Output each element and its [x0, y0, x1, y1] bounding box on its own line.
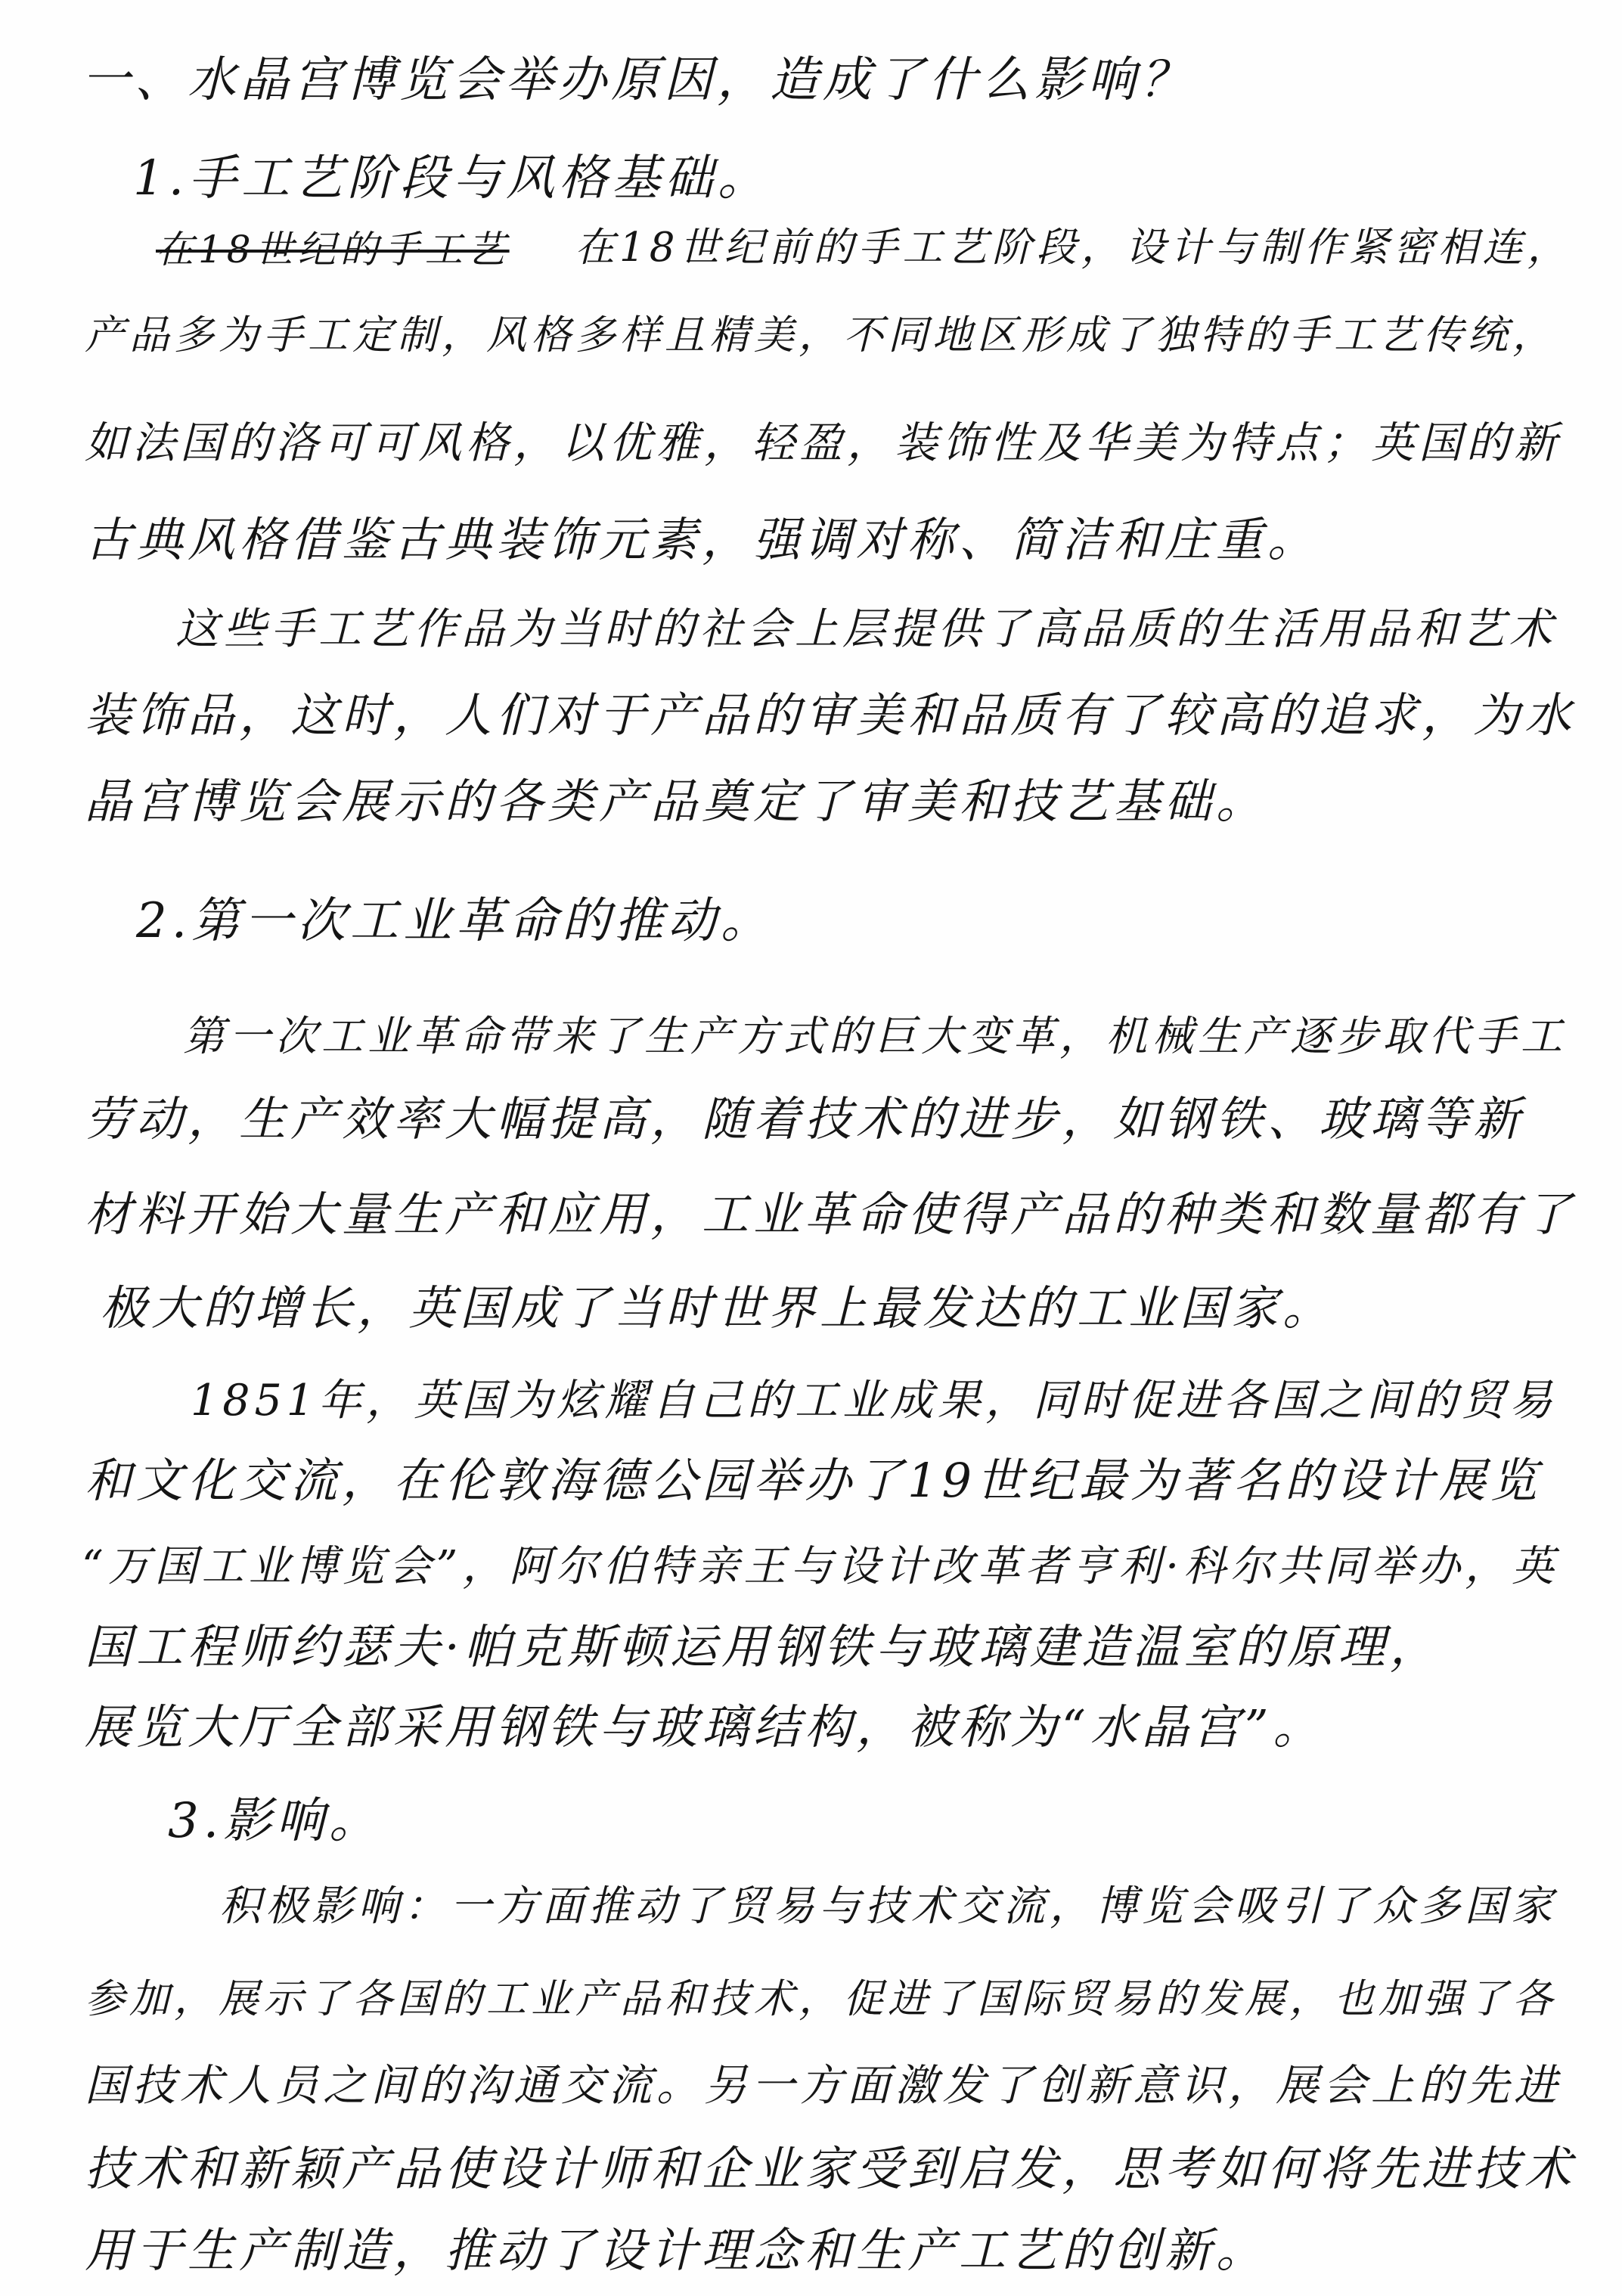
section3-line-1: 积极影响：一方面推动了贸易与技术交流，博览会吸引了众多国家	[219, 1882, 1558, 1930]
section2-line-8: 国工程师约瑟夫·帕克斯顿运用钢铁与玻璃建造温室的原理，	[85, 1619, 1441, 1674]
section1-line-1: 在18世纪前的手工艺阶段，设计与制作紧密相连，	[575, 225, 1572, 271]
section2-line-2: 劳动，生产效率大幅提高，随着技术的进步，如钢铁、玻璃等新	[85, 1091, 1525, 1146]
section2-line-7: “万国工业博览会”，阿尔伯特亲王与设计改革者亨利·科尔共同举办，英	[82, 1542, 1559, 1591]
section2-line-4: 极大的增长，英国成了当时世界上最发达的工业国家。	[100, 1280, 1335, 1336]
section1-line-5: 这些手工艺作品为当时的社会上层提供了高品质的生活用品和艺术	[175, 604, 1557, 654]
section3-heading: 3.影响。	[168, 1793, 383, 1849]
section1-line-6: 装饰品，这时，人们对于产品的审美和品质有了较高的追求，为水	[85, 687, 1577, 743]
section1-line-2: 产品多为手工定制，风格多样且精美，不同地区形成了独特的手工艺传统，	[85, 312, 1557, 358]
page-title: 一、水晶宫博览会举办原因，造成了什么影响？	[82, 52, 1193, 108]
section3-line-5: 用于生产制造，推动了设计理念和生产工艺的创新。	[85, 2223, 1268, 2278]
section1-line-3: 如法国的洛可可风格，以优雅，轻盈，装饰性及华美为特点；英国的新	[85, 418, 1562, 468]
section3-line-4: 技术和新颖产品使设计师和企业家受到启发，思考如何将先进技术	[85, 2141, 1577, 2196]
section2-line-6: 和文化交流，在伦敦海德公园举办了19世纪最为著名的设计展览	[85, 1453, 1542, 1508]
section2-line-3: 材料开始大量生产和应用，工业革命使得产品的种类和数量都有了	[85, 1187, 1577, 1242]
section2-line-9: 展览大厅全部采用钢铁与玻璃结构，被称为“水晶宫”。	[85, 1699, 1325, 1755]
section1-line-7: 晶宫博览会展示的各类产品奠定了审美和技艺基础。	[85, 774, 1268, 829]
section2-heading: 2.第一次工业革命的推动。	[136, 893, 774, 949]
section3-line-2: 参加，展示了各国的工业产品和技术，促进了国际贸易的发展，也加强了各	[85, 1976, 1557, 2022]
section3-line-3: 国技术人员之间的沟通交流。另一方面激发了创新意识，展会上的先进	[85, 2061, 1562, 2111]
struck-out-text: 在18世纪的手工艺	[156, 228, 510, 271]
section1-heading: 1.手工艺阶段与风格基础。	[133, 150, 771, 206]
section2-line-5: 1851年，英国为炫耀自己的工业成果，同时促进各国之间的贸易	[191, 1376, 1558, 1426]
section2-line-1: 第一次工业革命带来了生产方式的巨大变革，机械生产逐步取代手工	[183, 1012, 1568, 1060]
section1-line-4: 古典风格借鉴古典装饰元素，强调对称、简洁和庄重。	[85, 512, 1320, 567]
